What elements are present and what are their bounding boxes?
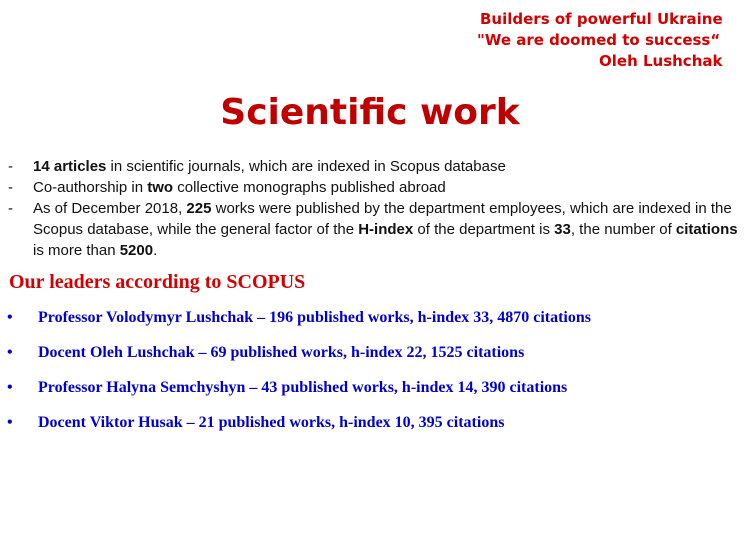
- motto-author: Oleh Lushchak: [599, 52, 723, 70]
- text-span: , the number of: [570, 221, 676, 238]
- dash-marker: -: [8, 179, 13, 196]
- text-bold: H-index: [358, 221, 414, 238]
- text-bold: two: [147, 179, 174, 196]
- achievement-item: [8, 198, 738, 261]
- text-span: collective monographs published abroad: [173, 179, 446, 196]
- bullet-marker: •: [7, 344, 13, 361]
- slide-title: Scientific work: [220, 92, 520, 133]
- leader-text: Docent Oleh Lushchak – 69 published works, h-index 22, 1525 citations: [38, 344, 525, 361]
- text-span: Co-authorship in: [33, 179, 148, 196]
- text-span: of the department is: [413, 221, 555, 238]
- bullet-marker: •: [7, 379, 13, 396]
- text-bold: 33: [554, 221, 571, 238]
- text-span: in scientific journals, which are indexed in Scopus database: [106, 158, 506, 175]
- text-bold: 14 articles: [33, 158, 107, 175]
- leaders-heading: Our leaders according to SCOPUS: [9, 271, 306, 293]
- bullet-marker: •: [7, 309, 13, 326]
- leaders-list: [7, 306, 742, 446]
- motto-block: [447, 9, 747, 72]
- motto-line-1: Builders of powerful Ukraine: [480, 10, 723, 28]
- motto-line-2: "We are doomed to success“: [477, 31, 721, 49]
- leader-item: [7, 341, 742, 376]
- text-span: As of December 2018,: [33, 200, 187, 217]
- text-span: .: [153, 242, 158, 259]
- leader-item: [7, 306, 742, 341]
- leader-text: Docent Viktor Husak – 21 published works, h-index 10, 395 citations: [38, 414, 505, 431]
- text-bold: 225: [186, 200, 212, 217]
- dash-marker: -: [8, 158, 13, 175]
- leader-text: Professor Halyna Semchyshyn – 43 published works, h-index 14, 390 citations: [38, 379, 568, 396]
- leader-item: [7, 376, 742, 411]
- text-bold: 5200: [119, 242, 154, 259]
- leader-text: Professor Volodymyr Lushchak – 196 published works, h-index 33, 4870 citations: [38, 309, 591, 326]
- text-span: works were published by the department employees, which are indexed in the Scopus database, while the general factor of the: [33, 200, 732, 238]
- text-bold: citations: [675, 221, 738, 238]
- achievement-item: [8, 156, 738, 177]
- achievement-item: [8, 177, 738, 198]
- text-span: is more than: [33, 242, 120, 259]
- dash-marker: -: [8, 200, 13, 217]
- achievements-list: [8, 156, 738, 261]
- bullet-marker: •: [7, 414, 13, 431]
- leader-item: [7, 411, 742, 446]
